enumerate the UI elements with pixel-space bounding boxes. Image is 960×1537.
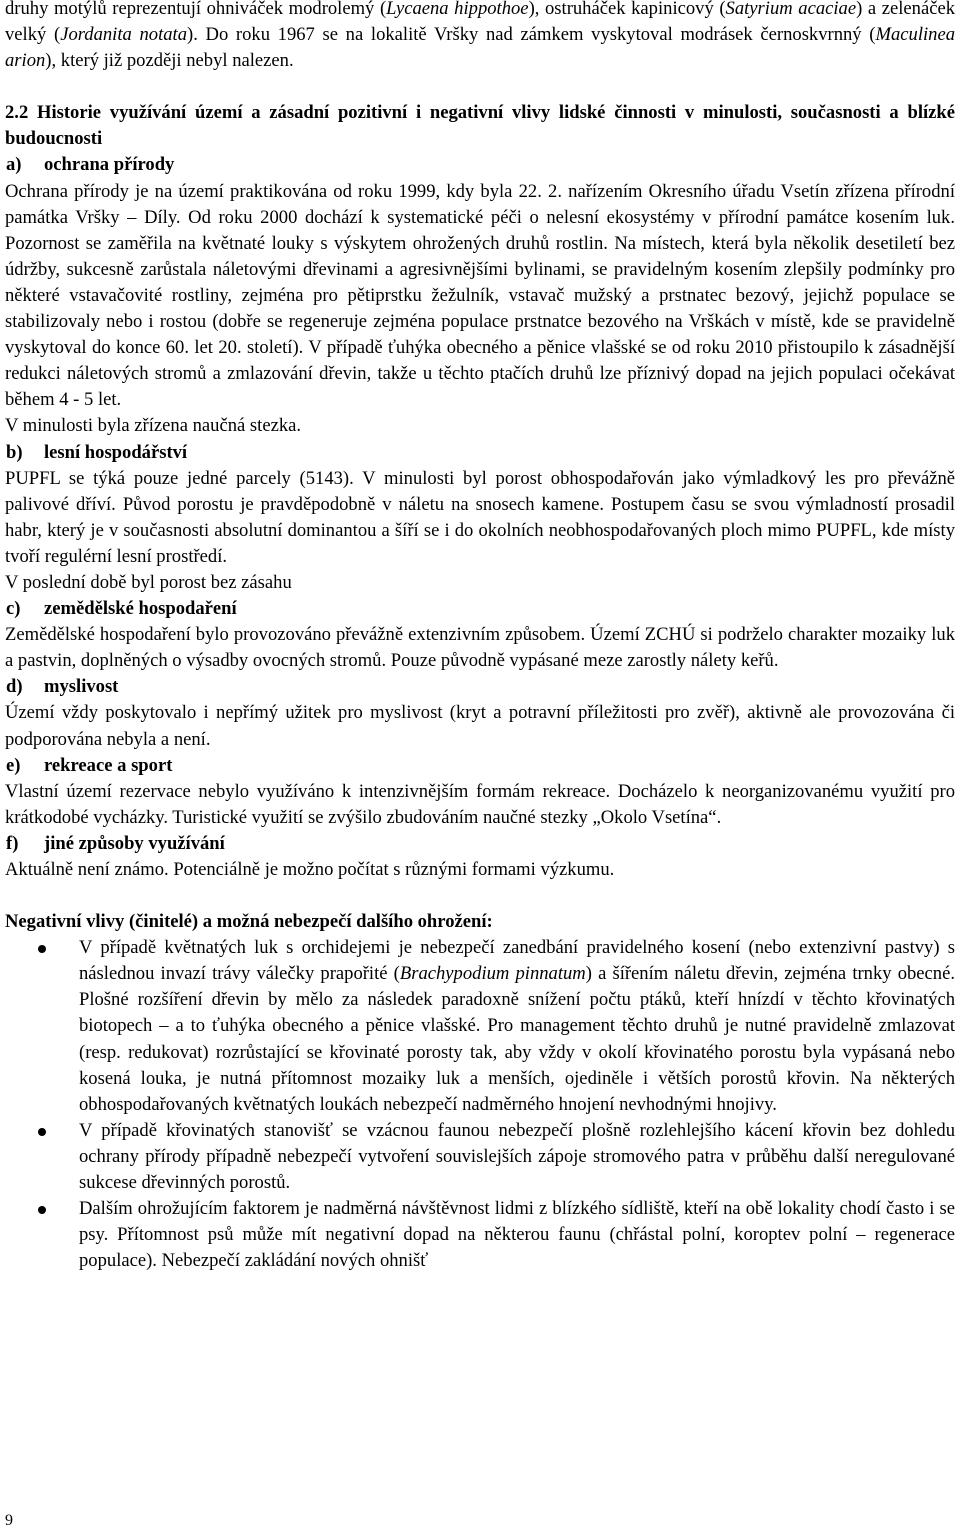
intro-species-2: Satyrium acaciae <box>725 0 857 19</box>
negative-list <box>5 935 955 1274</box>
paragraph-a: Ochrana přírody je na území praktikována od roku 1999, kdy byla 22. 2. nařízením Okresního úřadu Vsetín zřízena přírodní památka Vršky – Díly. Od roku 2000 dochází k systematické péči o nelesní ekosystémy v přírodní památce kosením luk. Pozornost se zaměřila na květnaté louky s výskytem ohrožených druhů rostlin. Na místech, která byla několik desetiletí bez údržby, sukcesně zarůstala náletovými dřevinami a agresivnějšími bylinami, se pravidelným kosením zlepšily podmínky pro některé vstavačovité rostliny, zejména pro pětiprstku žežulník, vstavač mužský a prstnatec bezový, jejichž populace se stabilizovaly nebo i rostou (dobře se regeneruje zejména populace prstnatce bezového na Vrškách v místě, kde se pravidelně vyskytoval do konce 60. let 20. století). V případě ťuhýka obecného a pěnice vlašské se od roku 2010 přistoupilo k zásadnější redukci náletových stromů a zmlazování dřevin, takže u těchto ptačích druhů lze příznivý dopad na jejich populaci očekávat během 4 - 5 let. <box>5 180 955 411</box>
subheading-c-letter: c) <box>6 598 21 620</box>
document-page <box>5 0 955 1274</box>
subheading-a-letter: a) <box>6 154 22 176</box>
intro-paragraph <box>5 0 955 74</box>
list-item <box>5 1196 955 1274</box>
subheading-a <box>5 152 955 178</box>
paragraph-e: Vlastní území rezervace nebylo využíváno k intenzivnějším formám rekreace. Docházelo k neorganizovanému využití pro krátkodobé vycházky. Turistické využití se zvýšilo zbudováním naučné stezky „Okolo Vsetína“. <box>5 780 955 828</box>
subheading-a-title: ochrana přírody <box>44 154 175 176</box>
negative-heading: Negativní vlivy (činitelé) a možná nebezpečí dalšího ohrožení: <box>5 911 493 933</box>
subheading-f <box>5 831 955 857</box>
intro-species-1: Lycaena hippothoe <box>386 0 529 19</box>
subheading-d-title: myslivost <box>44 676 119 698</box>
bullet-3-text: Dalším ohrožujícím faktorem je nadměrná návštěvnost lidmi z blízkého sídliště, kteří na obě lokality chodí často i se psy. Přítomnost psů může mít negativní dopad na některou faunu (chřástal polní, koroptev polní – regenerace populace). Nebezpečí zakládání nových ohnišť <box>79 1198 955 1272</box>
subheading-b-letter: b) <box>6 441 23 463</box>
subheading-e-letter: e) <box>6 754 21 776</box>
subheading-d-letter: d) <box>6 676 23 698</box>
paragraph-a-2: V minulosti byla zřízena naučná stezka. <box>5 415 302 437</box>
bullet-icon <box>38 1128 46 1136</box>
bullet-1-text-1: V případě květnatých luk s orchidejemi je nebezpečí zanedbání pravidelného kosení (nebo extenzivní pastvy) s následnou invazí trávy válečky prapořité ( <box>79 937 955 985</box>
subheading-b <box>5 440 955 466</box>
bullet-icon <box>38 945 46 953</box>
paragraph-c: Zemědělské hospodaření bylo provozováno převážně extenzivním způsobem. Území ZCHÚ si podrželo charakter mozaiky luk a pastvin, doplněných o výsadby ovocných stromů. Pouze původně vypásané meze zarostly nálety keřů. <box>5 624 955 672</box>
intro-text-3: ) a zelenáček velký ( <box>5 0 956 46</box>
subheading-c <box>5 596 955 622</box>
subheading-b-title: lesní hospodářství <box>44 441 188 463</box>
bullet-2-text: V případě křovinatých stanovišť se vzácnou faunou nebezpečí plošně rozlehlejšího kácení křovin bez dohledu ochrany přírody případně nebezpečí vytvoření souvislejších zápoje stromového patra v průběhu další neregulované sukcese dřevinných porostů. <box>79 1119 955 1194</box>
subheading-e <box>5 753 955 779</box>
intro-text-4: ). Do roku 1967 se na lokalitě Vršky nad zámkem vyskytoval modrásek černoskvrnný ( <box>187 24 876 46</box>
paragraph-b: PUPFL se týká pouze jedné parcely (5143). V minulosti byl porost obhospodařován jako výmladkový les pro převážně palivové dříví. Původ porostu je pravděpodobně v náletu na snosech kamene. Postupem času se svou výmladností prosadil habr, který je v současnosti absolutní dominantou a šíří se i do okolních neobhospodařovaných ploch mimo PUPFL, kde místy tvoří regulérní lesní prostředí. <box>5 467 955 567</box>
section-heading: 2.2 Historie využívání území a zásadní pozitivní i negativní vlivy lidské činnosti v minulosti, současnosti a blízké budoucnosti <box>5 102 955 150</box>
bullet-icon <box>38 1206 46 1214</box>
subheading-f-letter: f) <box>6 832 19 854</box>
subheading-e-title: rekreace a sport <box>44 754 173 776</box>
bullet-1-text-2: ) a šířením náletu dřevin, zejména trnky obecné. Plošné rozšíření dřevin by mělo za následek paradoxně snížení počtu ptáků, kteří hnízdí v těchto křovinatých biotopech – a to ťuhýka obecného a pěnice vlašské. Pro management těchto druhů je nutné pravidelně zmlazovat (resp. redukovat) rozrůstající se křovinaté porosty tak, aby vždy v okolí křovinatého porostu byla vypásaná nebo kosená louka, je nutná přítomnost mozaiky luk a menších, ojediněle i větších porostů křovin. Na některých obhospodařovaných květnatých loukách nebezpečí nadměrného hnojení nevhodnými hnojivy. <box>79 963 956 1115</box>
subheading-c-title: zemědělské hospodaření <box>44 598 237 620</box>
subheading-f-title: jiné způsoby využívání <box>44 832 225 854</box>
intro-text-5: ), který již později nebyl nalezen. <box>45 50 294 72</box>
list-item <box>5 1118 955 1196</box>
intro-species-3: Jordanita notata <box>60 24 187 46</box>
intro-species-4: Maculinea arion <box>5 24 955 72</box>
intro-text-1: druhy motýlů reprezentují ohniváček modrolemý ( <box>5 0 387 19</box>
paragraph-b-2: V poslední době byl porost bez zásahu <box>5 571 292 593</box>
paragraph-f: Aktuálně není známo. Potenciálně je možno počítat s různými formami výzkumu. <box>5 859 615 880</box>
paragraph-d: Území vždy poskytovalo i nepřímý užitek pro myslivost (kryt a potravní příležitosti pro zvěř), aktivně ale provozována či podporována nebyla a není. <box>5 702 955 750</box>
page-number: 9 <box>5 1512 13 1529</box>
list-item <box>5 935 955 1118</box>
subheading-d <box>5 674 955 700</box>
bullet-1-species: Brachypodium pinnatum <box>399 963 586 985</box>
intro-text-2: ), ostruháček kapinicový ( <box>528 0 726 19</box>
